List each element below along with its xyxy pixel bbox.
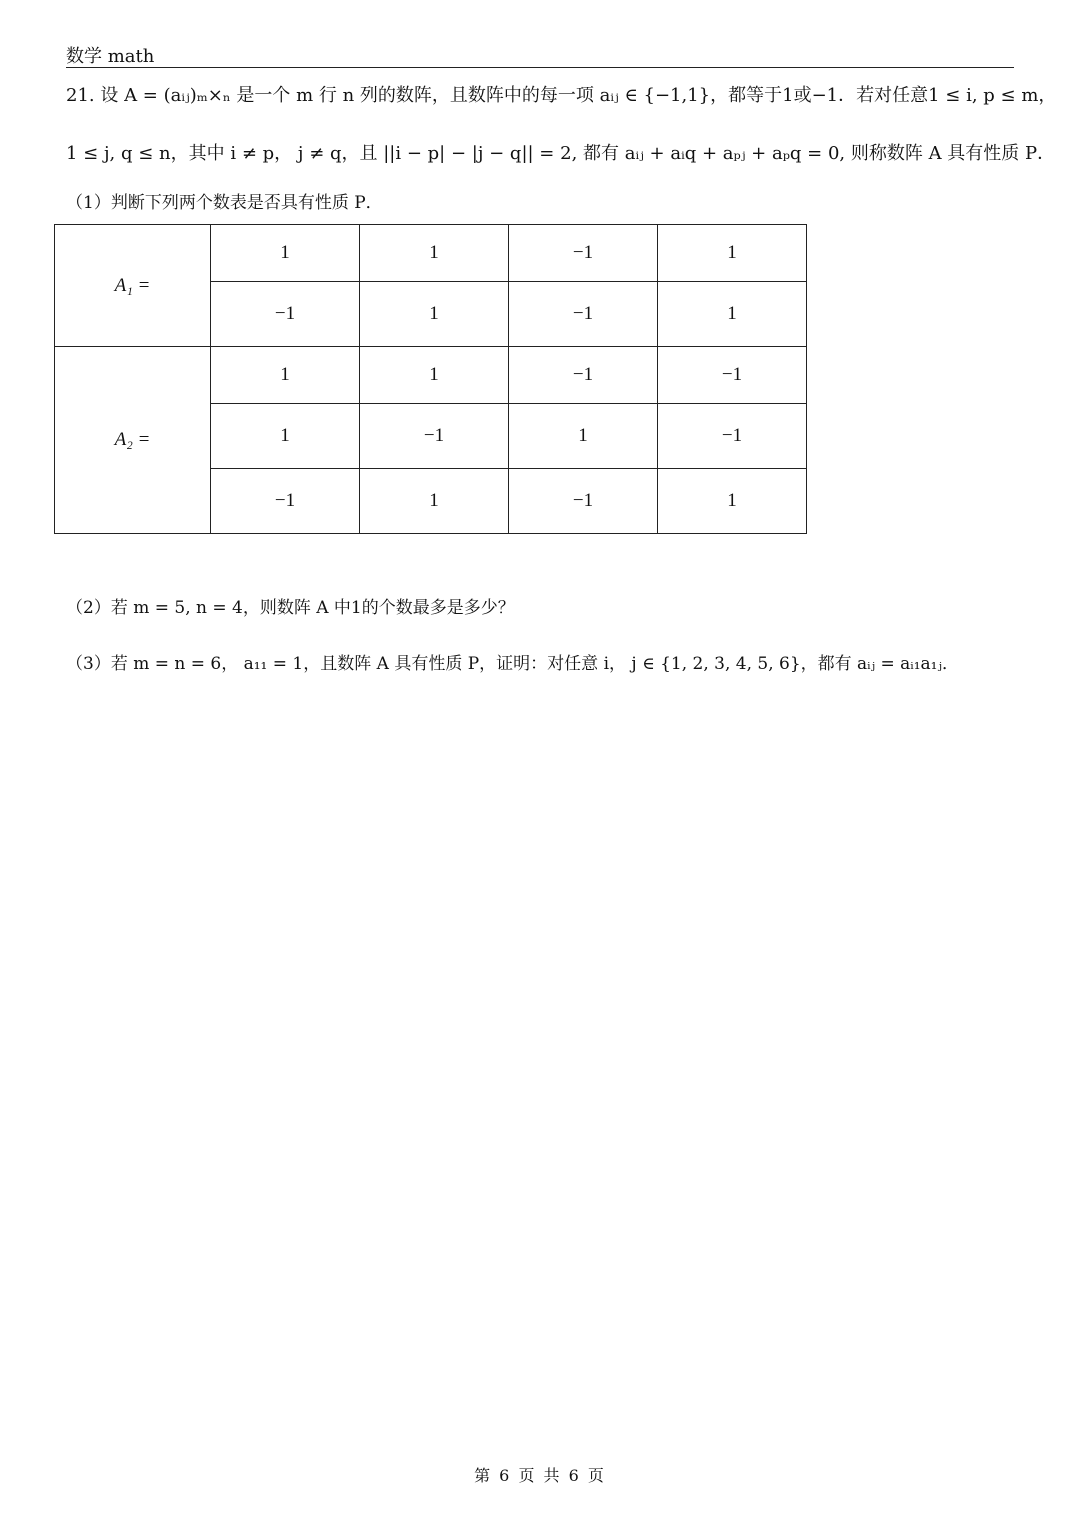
table-cell: −1 [360, 404, 509, 469]
table-row [55, 347, 807, 404]
table-cell: 1 [360, 225, 509, 282]
table-cell: 1 [658, 469, 807, 534]
question-line-2: 1 ≤ j, q ≤ n，其中 i ≠ p， j ≠ q，且 ||i − p| − |j − q|| = 2, 都有 aᵢⱼ + aᵢq + aₚⱼ + aₚq = 0, 则称数阵 A 具有性质 P． [66, 143, 1056, 164]
page-footer: 第 6 页 共 6 页 [474, 1466, 606, 1485]
table-cell: 1 [211, 347, 360, 404]
table-cell: −1 [509, 282, 658, 347]
table-cell: −1 [509, 225, 658, 282]
table-row [55, 225, 807, 282]
question-part-3: （3）若 m = n = 6， a₁₁ = 1，且数阵 A 具有性质 P，证明：对任意 i， j ∈ {1, 2, 3, 4, 5, 6}，都有 aᵢⱼ = aᵢ₁a₁ⱼ． [66, 654, 959, 674]
table-cell: 1 [360, 282, 509, 347]
header-divider [66, 67, 1014, 68]
table-cell: −1 [509, 469, 658, 534]
table-cell: 1 [360, 347, 509, 404]
table-cell: −1 [658, 347, 807, 404]
matrix-a2-label: A₂ = [55, 347, 211, 534]
table-cell: −1 [211, 282, 360, 347]
table-cell: 1 [211, 404, 360, 469]
table-cell: −1 [211, 469, 360, 534]
table-cell: 1 [360, 469, 509, 534]
matrix-a1-label: A₁ = [55, 225, 211, 347]
table-cell: 1 [509, 404, 658, 469]
table-cell: −1 [509, 347, 658, 404]
page-header-title: 数学 math [66, 46, 155, 67]
table-cell: 1 [211, 225, 360, 282]
question-part-1: （1）判断下列两个数表是否具有性质 P． [66, 193, 383, 213]
question-part-2: （2）若 m = 5, n = 4，则数阵 A 中1的个数最多是多少？ [66, 598, 515, 618]
table-cell: 1 [658, 225, 807, 282]
table-cell: −1 [658, 404, 807, 469]
matrix-table [54, 224, 807, 534]
table-cell: 1 [658, 282, 807, 347]
question-line-1: 21. 设 A = (aᵢⱼ)ₘ×ₙ 是一个 m 行 n 列的数阵，且数阵中的每一项 aᵢⱼ ∈ {−1,1}，都等于1或−1．若对任意1 ≤ i, p ≤ m， [66, 85, 1057, 106]
